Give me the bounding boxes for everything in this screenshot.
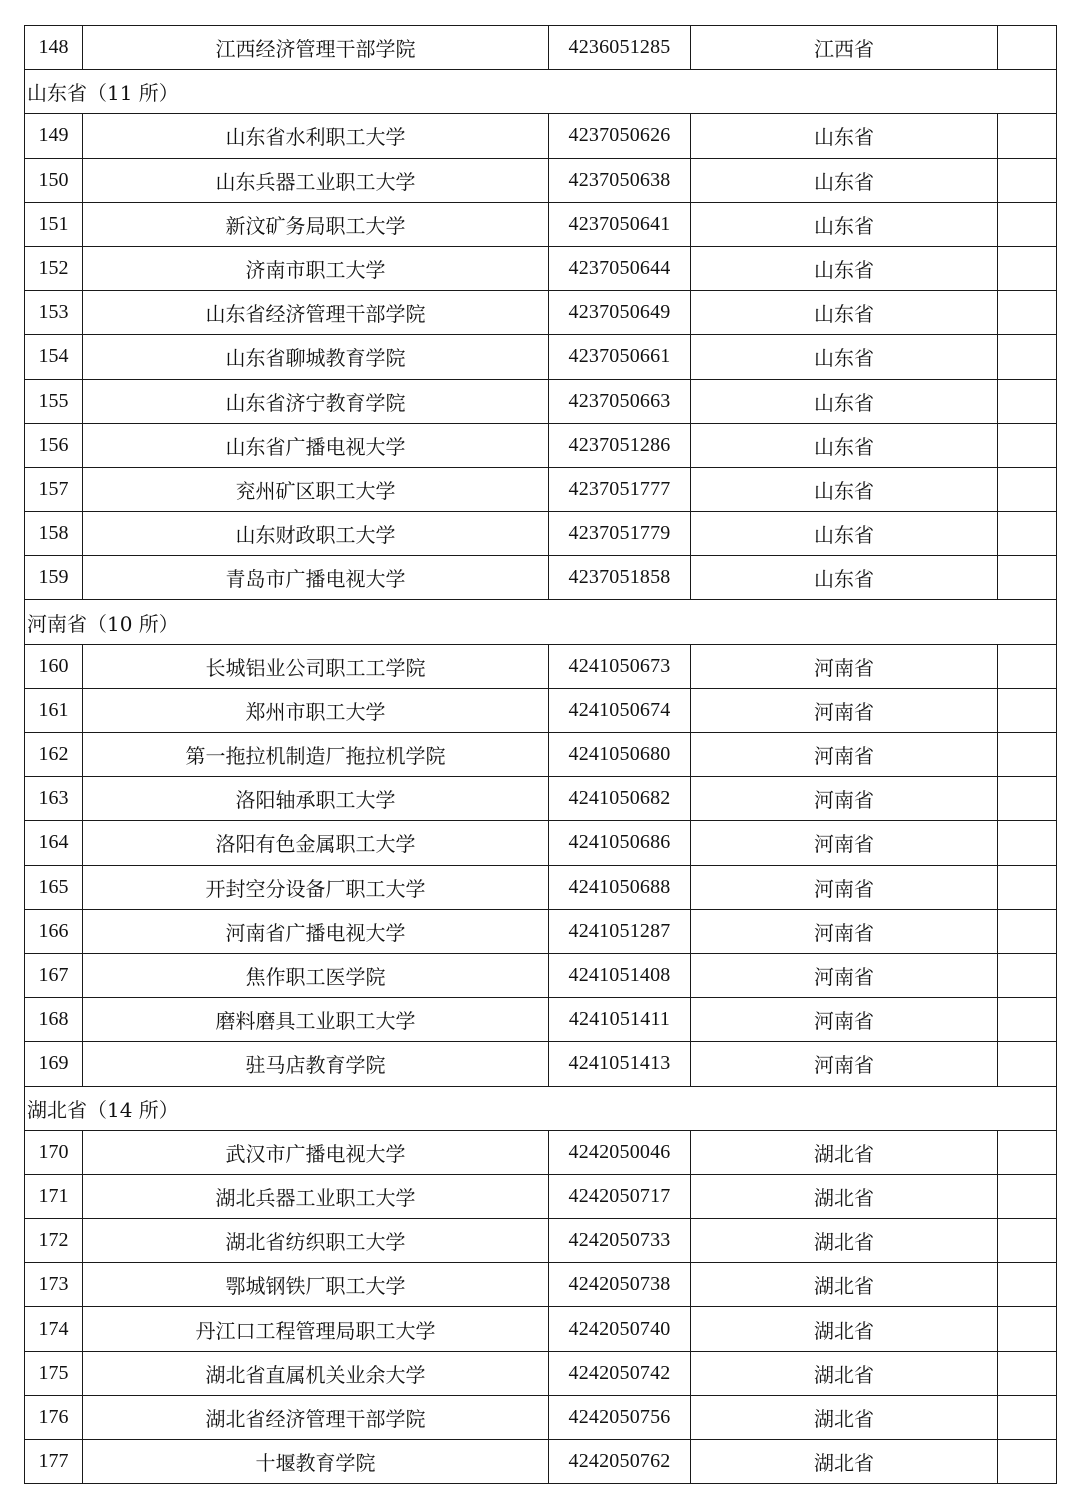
province-cell: 河南省: [691, 1042, 998, 1086]
institution-name-cell: 丹江口工程管理局职工大学: [83, 1307, 549, 1351]
remarks-cell: [998, 1440, 1057, 1484]
table-row: [25, 291, 1057, 335]
row-number-cell: 150: [25, 158, 83, 202]
province-group-row: [25, 70, 1057, 114]
row-number-cell: 167: [25, 953, 83, 997]
table-row: [25, 202, 1057, 246]
institution-code-cell: 4237050663: [549, 379, 691, 423]
table-row: [25, 998, 1057, 1042]
table-row: [25, 1263, 1057, 1307]
remarks-cell: [998, 158, 1057, 202]
institution-code-cell: 4242050733: [549, 1219, 691, 1263]
table-row: [25, 512, 1057, 556]
row-number-cell: 158: [25, 512, 83, 556]
institution-name-cell: 山东兵器工业职工大学: [83, 158, 549, 202]
row-number-cell: 162: [25, 733, 83, 777]
institution-name-cell: 湖北省纺织职工大学: [83, 1219, 549, 1263]
institution-code-cell: 4237051779: [549, 512, 691, 556]
institution-code-cell: 4237050661: [549, 335, 691, 379]
row-number-cell: 175: [25, 1351, 83, 1395]
province-cell: 河南省: [691, 644, 998, 688]
table-row: [25, 688, 1057, 732]
table-row: [25, 1174, 1057, 1218]
institution-code-cell: 4237051777: [549, 467, 691, 511]
institution-name-cell: 山东省广播电视大学: [83, 423, 549, 467]
remarks-cell: [998, 1395, 1057, 1439]
province-cell: 湖北省: [691, 1263, 998, 1307]
institution-name-cell: 济南市职工大学: [83, 246, 549, 290]
institution-name-cell: 鄂城钢铁厂职工大学: [83, 1263, 549, 1307]
province-cell: 山东省: [691, 379, 998, 423]
institution-table-body: [25, 26, 1057, 1484]
institution-code-cell: 4241050674: [549, 688, 691, 732]
table-row: [25, 644, 1057, 688]
table-row: [25, 1042, 1057, 1086]
institution-code-cell: 4237050626: [549, 114, 691, 158]
province-cell: 湖北省: [691, 1307, 998, 1351]
institution-name-cell: 驻马店教育学院: [83, 1042, 549, 1086]
remarks-cell: [998, 246, 1057, 290]
institution-code-cell: 4241050688: [549, 865, 691, 909]
province-cell: 湖北省: [691, 1351, 998, 1395]
table-row: [25, 246, 1057, 290]
remarks-cell: [998, 688, 1057, 732]
row-number-cell: 164: [25, 821, 83, 865]
remarks-cell: [998, 1042, 1057, 1086]
province-cell: 山东省: [691, 556, 998, 600]
remarks-cell: [998, 644, 1057, 688]
row-number-cell: 149: [25, 114, 83, 158]
province-group-row: [25, 1086, 1057, 1130]
province-cell: 河南省: [691, 909, 998, 953]
row-number-cell: 160: [25, 644, 83, 688]
province-group-header: 山东省（11 所）: [25, 70, 1057, 114]
province-cell: 湖北省: [691, 1440, 998, 1484]
province-group-header: 河南省（10 所）: [25, 600, 1057, 644]
institution-name-cell: 武汉市广播电视大学: [83, 1130, 549, 1174]
table-row: [25, 1440, 1057, 1484]
remarks-cell: [998, 953, 1057, 997]
institution-name-cell: 湖北省经济管理干部学院: [83, 1395, 549, 1439]
remarks-cell: [998, 1219, 1057, 1263]
table-row: [25, 335, 1057, 379]
institution-name-cell: 洛阳轴承职工大学: [83, 777, 549, 821]
row-number-cell: 174: [25, 1307, 83, 1351]
province-cell: 河南省: [691, 688, 998, 732]
remarks-cell: [998, 26, 1057, 70]
institution-code-cell: 4241050682: [549, 777, 691, 821]
table-row: [25, 379, 1057, 423]
institution-name-cell: 江西经济管理干部学院: [83, 26, 549, 70]
remarks-cell: [998, 1263, 1057, 1307]
institution-name-cell: 湖北兵器工业职工大学: [83, 1174, 549, 1218]
table-row: [25, 423, 1057, 467]
institution-name-cell: 第一拖拉机制造厂拖拉机学院: [83, 733, 549, 777]
remarks-cell: [998, 733, 1057, 777]
institution-code-cell: 4237051858: [549, 556, 691, 600]
institution-code-cell: 4237050638: [549, 158, 691, 202]
row-number-cell: 171: [25, 1174, 83, 1218]
institution-table: [24, 25, 1057, 1484]
row-number-cell: 161: [25, 688, 83, 732]
table-row: [25, 733, 1057, 777]
institution-name-cell: 郑州市职工大学: [83, 688, 549, 732]
province-cell: 湖北省: [691, 1219, 998, 1263]
remarks-cell: [998, 909, 1057, 953]
row-number-cell: 166: [25, 909, 83, 953]
row-number-cell: 176: [25, 1395, 83, 1439]
remarks-cell: [998, 1174, 1057, 1218]
institution-code-cell: 4237050641: [549, 202, 691, 246]
row-number-cell: 156: [25, 423, 83, 467]
province-cell: 湖北省: [691, 1395, 998, 1439]
institution-code-cell: 4242050738: [549, 1263, 691, 1307]
province-cell: 山东省: [691, 423, 998, 467]
row-number-cell: 153: [25, 291, 83, 335]
institution-code-cell: 4242050740: [549, 1307, 691, 1351]
institution-code-cell: 4241051408: [549, 953, 691, 997]
province-cell: 河南省: [691, 821, 998, 865]
remarks-cell: [998, 865, 1057, 909]
institution-name-cell: 山东省经济管理干部学院: [83, 291, 549, 335]
province-cell: 山东省: [691, 512, 998, 556]
table-row: [25, 821, 1057, 865]
province-cell: 山东省: [691, 202, 998, 246]
table-row: [25, 1219, 1057, 1263]
institution-code-cell: 4242050762: [549, 1440, 691, 1484]
institution-code-cell: 4241050680: [549, 733, 691, 777]
institution-name-cell: 山东财政职工大学: [83, 512, 549, 556]
remarks-cell: [998, 1351, 1057, 1395]
institution-code-cell: 4242050046: [549, 1130, 691, 1174]
row-number-cell: 163: [25, 777, 83, 821]
row-number-cell: 172: [25, 1219, 83, 1263]
table-row: [25, 777, 1057, 821]
institution-code-cell: 4242050756: [549, 1395, 691, 1439]
institution-name-cell: 山东省济宁教育学院: [83, 379, 549, 423]
table-row: [25, 467, 1057, 511]
remarks-cell: [998, 202, 1057, 246]
table-row: [25, 26, 1057, 70]
table-row: [25, 1395, 1057, 1439]
institution-name-cell: 洛阳有色金属职工大学: [83, 821, 549, 865]
remarks-cell: [998, 1130, 1057, 1174]
province-cell: 山东省: [691, 467, 998, 511]
table-row: [25, 1351, 1057, 1395]
province-group-header: 湖北省（14 所）: [25, 1086, 1057, 1130]
institution-name-cell: 开封空分设备厂职工大学: [83, 865, 549, 909]
row-number-cell: 148: [25, 26, 83, 70]
remarks-cell: [998, 1307, 1057, 1351]
institution-name-cell: 磨料磨具工业职工大学: [83, 998, 549, 1042]
province-cell: 江西省: [691, 26, 998, 70]
institution-name-cell: 山东省聊城教育学院: [83, 335, 549, 379]
remarks-cell: [998, 998, 1057, 1042]
province-cell: 山东省: [691, 114, 998, 158]
row-number-cell: 152: [25, 246, 83, 290]
remarks-cell: [998, 291, 1057, 335]
table-row: [25, 158, 1057, 202]
institution-name-cell: 长城铝业公司职工工学院: [83, 644, 549, 688]
province-cell: 山东省: [691, 158, 998, 202]
table-row: [25, 114, 1057, 158]
institution-code-cell: 4237051286: [549, 423, 691, 467]
province-cell: 山东省: [691, 335, 998, 379]
row-number-cell: 170: [25, 1130, 83, 1174]
remarks-cell: [998, 821, 1057, 865]
table-row: [25, 865, 1057, 909]
province-group-row: [25, 600, 1057, 644]
institution-code-cell: 4241051413: [549, 1042, 691, 1086]
institution-code-cell: 4237050649: [549, 291, 691, 335]
institution-name-cell: 山东省水利职工大学: [83, 114, 549, 158]
remarks-cell: [998, 512, 1057, 556]
institution-name-cell: 十堰教育学院: [83, 1440, 549, 1484]
row-number-cell: 151: [25, 202, 83, 246]
row-number-cell: 155: [25, 379, 83, 423]
row-number-cell: 165: [25, 865, 83, 909]
institution-code-cell: 4236051285: [549, 26, 691, 70]
remarks-cell: [998, 114, 1057, 158]
remarks-cell: [998, 556, 1057, 600]
remarks-cell: [998, 423, 1057, 467]
province-cell: 河南省: [691, 865, 998, 909]
province-cell: 湖北省: [691, 1174, 998, 1218]
remarks-cell: [998, 379, 1057, 423]
remarks-cell: [998, 335, 1057, 379]
institution-code-cell: 4241050686: [549, 821, 691, 865]
institution-name-cell: 兖州矿区职工大学: [83, 467, 549, 511]
province-cell: 山东省: [691, 291, 998, 335]
institution-name-cell: 焦作职工医学院: [83, 953, 549, 997]
province-cell: 湖北省: [691, 1130, 998, 1174]
institution-code-cell: 4241051411: [549, 998, 691, 1042]
institution-name-cell: 湖北省直属机关业余大学: [83, 1351, 549, 1395]
row-number-cell: 154: [25, 335, 83, 379]
province-cell: 河南省: [691, 953, 998, 997]
row-number-cell: 169: [25, 1042, 83, 1086]
table-row: [25, 1130, 1057, 1174]
row-number-cell: 168: [25, 998, 83, 1042]
row-number-cell: 173: [25, 1263, 83, 1307]
table-row: [25, 909, 1057, 953]
row-number-cell: 159: [25, 556, 83, 600]
institution-code-cell: 4237050644: [549, 246, 691, 290]
table-row: [25, 556, 1057, 600]
institution-code-cell: 4241050673: [549, 644, 691, 688]
remarks-cell: [998, 467, 1057, 511]
institution-name-cell: 河南省广播电视大学: [83, 909, 549, 953]
institution-code-cell: 4242050742: [549, 1351, 691, 1395]
table-row: [25, 1307, 1057, 1351]
province-cell: 河南省: [691, 777, 998, 821]
province-cell: 河南省: [691, 998, 998, 1042]
table-row: [25, 953, 1057, 997]
remarks-cell: [998, 777, 1057, 821]
province-cell: 山东省: [691, 246, 998, 290]
institution-name-cell: 新汶矿务局职工大学: [83, 202, 549, 246]
row-number-cell: 177: [25, 1440, 83, 1484]
row-number-cell: 157: [25, 467, 83, 511]
province-cell: 河南省: [691, 733, 998, 777]
institution-name-cell: 青岛市广播电视大学: [83, 556, 549, 600]
institution-code-cell: 4241051287: [549, 909, 691, 953]
institution-code-cell: 4242050717: [549, 1174, 691, 1218]
